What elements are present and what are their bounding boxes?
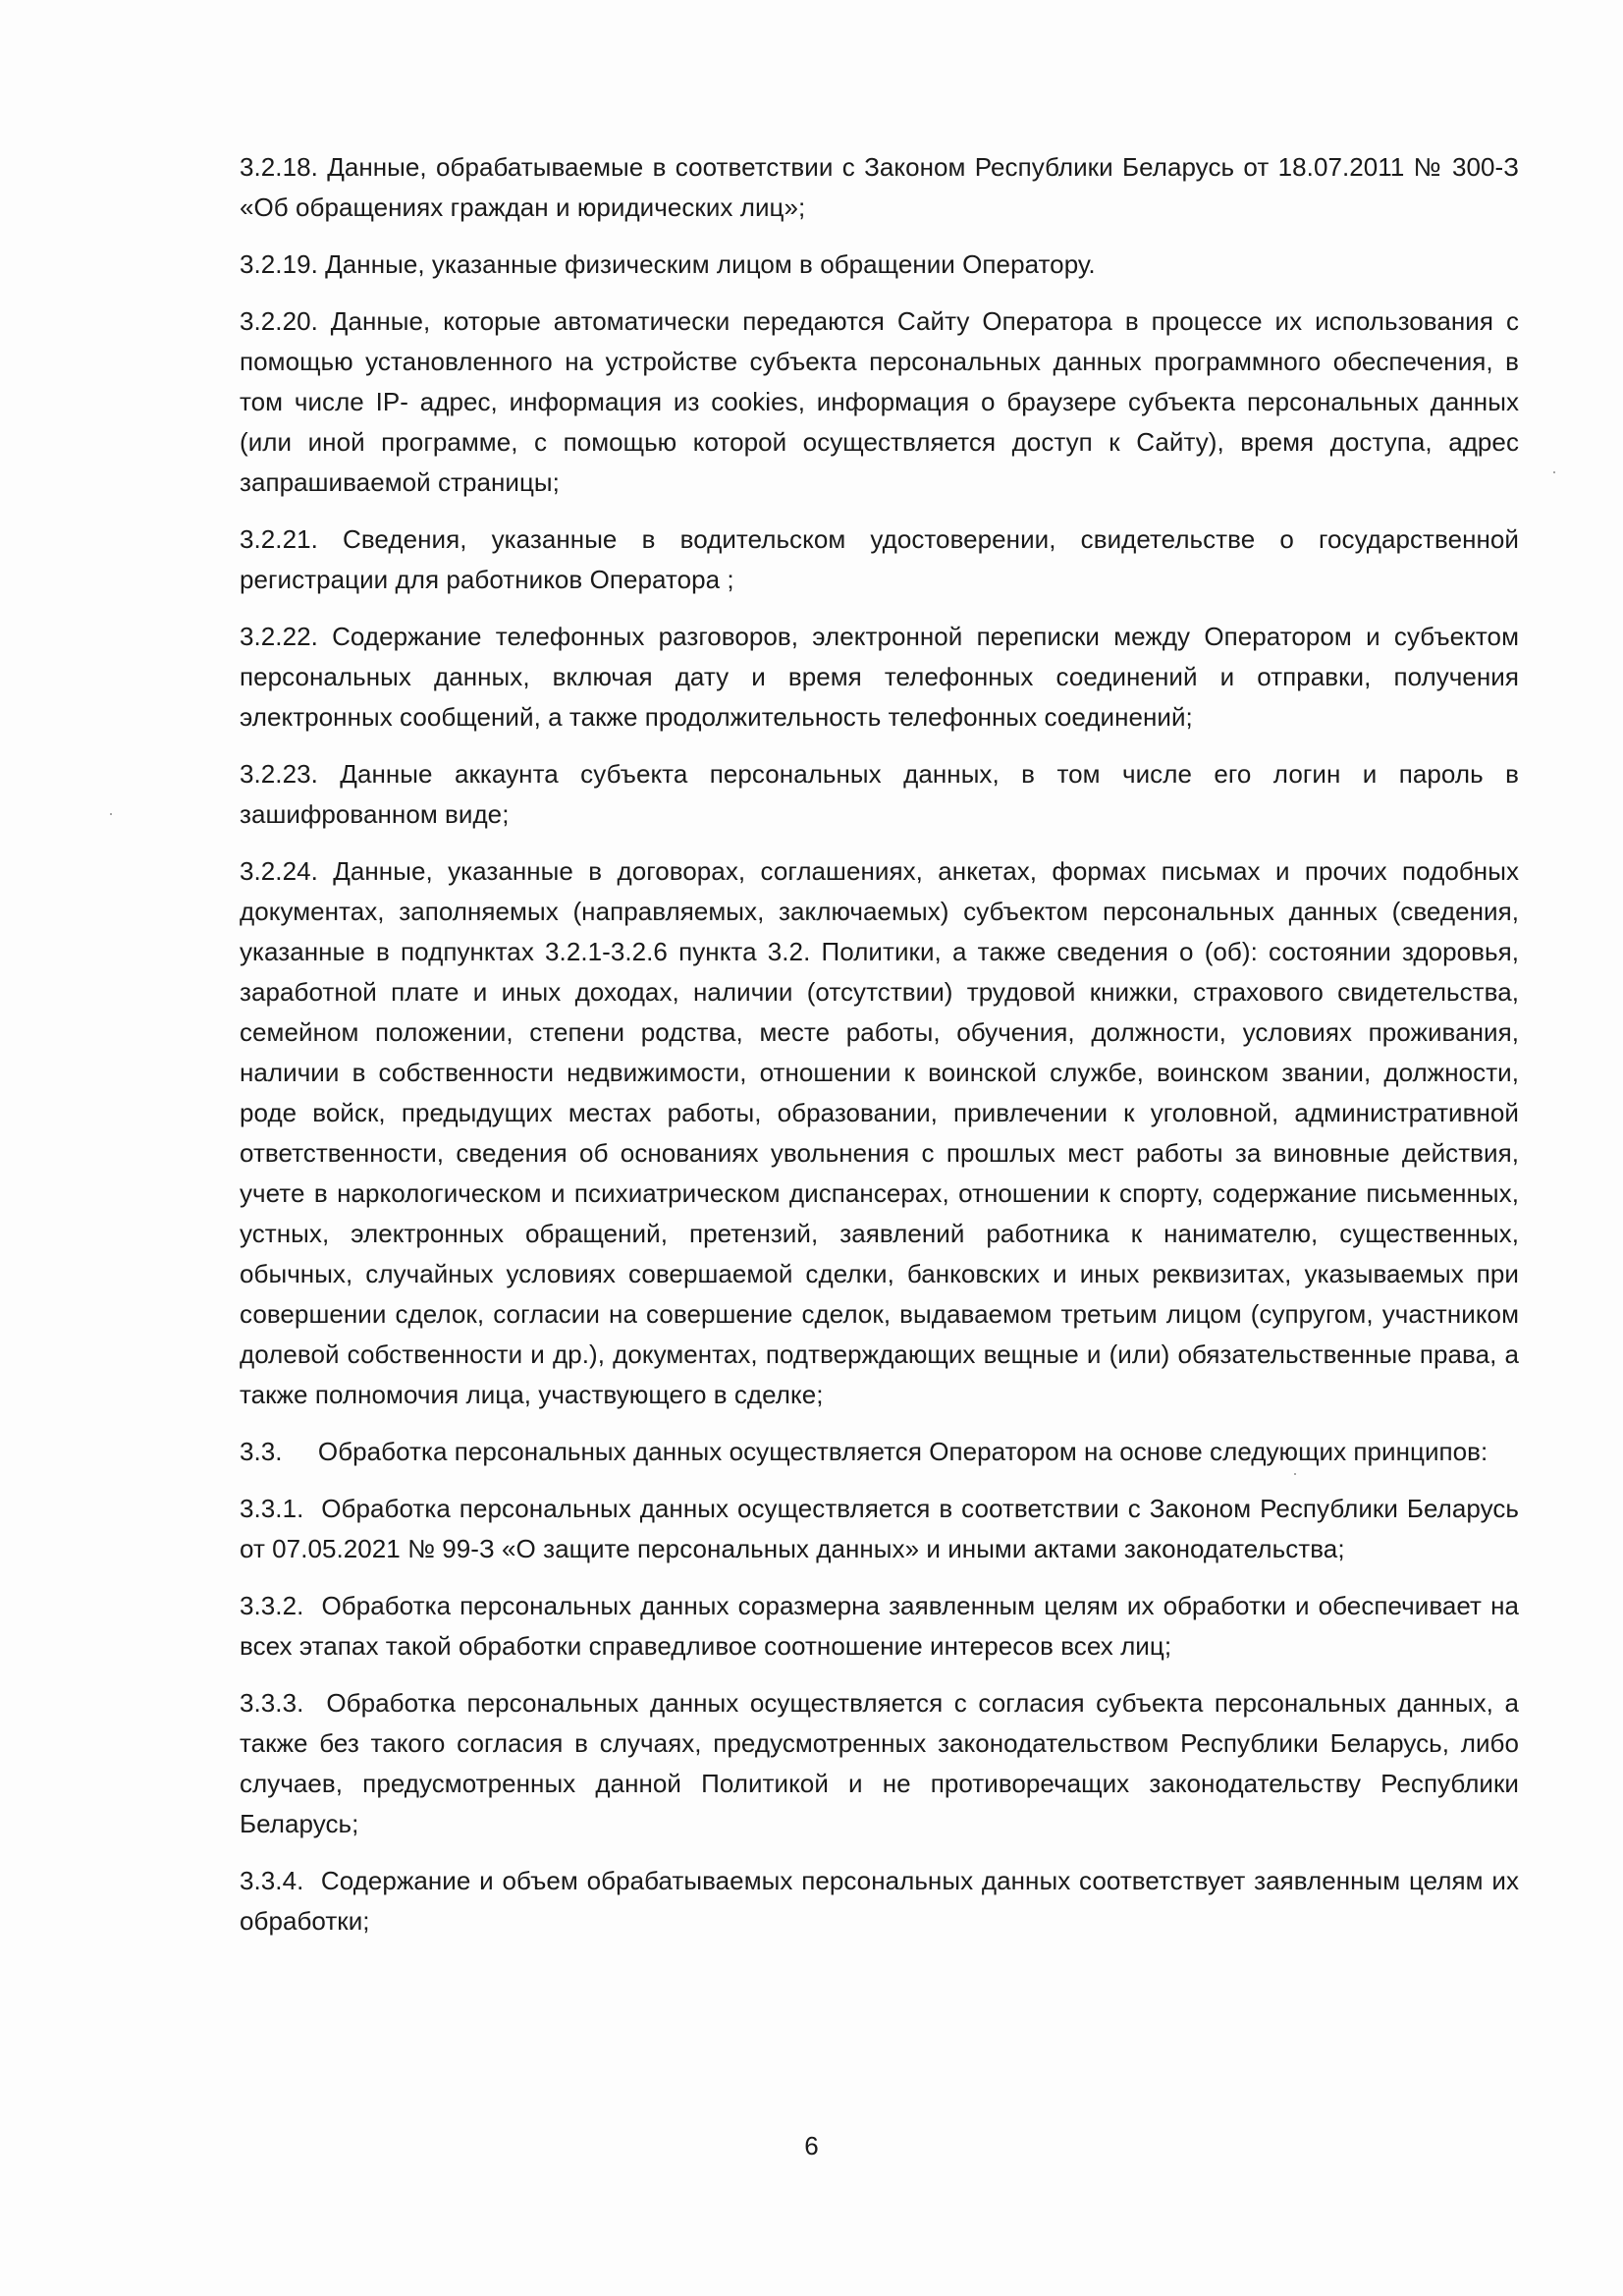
- paragraph-3-2-23: 3.2.23. Данные аккаунта субъекта персональных данных, в том числе его логин и пароль в зашифрованном виде;: [240, 759, 1519, 829]
- document-body: [240, 147, 1527, 1958]
- paragraph-3-2-18: 3.2.18. Данные, обрабатываемые в соответствии с Законом Республики Беларусь от 18.07.2011 № 300-З «Об обращениях граждан и юридических лиц»;: [240, 152, 1519, 222]
- paragraph-3-3-1: 3.3.1. Обработка персональных данных осуществляется в соответствии с Законом Республики Беларусь от 07.05.2021 № 99-З «О защите персональных данных» и иными актами законодательства;: [240, 1494, 1527, 1563]
- scan-speck: [110, 813, 112, 815]
- paragraph-3-2-24: 3.2.24. Данные, указанные в договорах, соглашениях, анкетах, формах письмах и прочих подобных документах, заполняемых (направляемых, заключаемых) субъектом персональных данных (сведения, указанные в подпунктах 3.2.1-3.2.6 пункта 3.2. Политики, а также сведения о (об): состоянии здоровья, заработной плате и иных доходах, наличии (отсутствии) трудовой книжки, страхового свидетельства, семейном положении, степени родства, месте работы, обучения, должности, условиях проживания, наличии в собственности недвижимости, отношении к воинской службе, воинском звании, должности, роде войск, предыдущих местах работы, образовании, привлечении к уголовной, административной ответственности, сведения об основаниях увольнения с прошлых мест работы за виновные действия, учете в наркологическом и психиатрическом диспансерах, отношении к спорту, содержание письменных, устных, электронных обращений, претензий, заявлений работника к нанимателю, существенных, обычных, случайных условиях совершаемой сделки, банковских и иных реквизитах, указываемых при совершении сделок, согласии на совершение сделок, выдаваемом третьим лицом (супругом, участником долевой собственности и др.), документах, подтверждающих вещные и (или) обязательственные права, а также полномочия лица, участвующего в сделке;: [240, 856, 1519, 1409]
- paragraph-3-3: 3.3. Обработка персональных данных осуществляется Оператором на основе следующих принципов:: [240, 1437, 1488, 1466]
- paragraph-3-2-21: 3.2.21. Сведения, указанные в водительском удостоверении, свидетельстве о государственной регистрации для работников Оператора ;: [240, 524, 1519, 594]
- scan-speck: [1294, 1473, 1296, 1475]
- paragraph-3-2-20: 3.2.20. Данные, которые автоматически передаются Сайту Оператора в процессе их использования с помощью установленного на устройстве субъекта персональных данных программного обеспечения, в том числе IP- адрес, информация из cookies, информация о браузере субъекта персональных данных (или иной программе, с помощью которой осуществляется доступ к Сайту), время доступа, адрес запрашиваемой страницы;: [240, 306, 1519, 497]
- paragraph-3-3-3: 3.3.3. Обработка персональных данных осуществляется с согласия субъекта персональных данных, а также без такого согласия в случаях, предусмотренных законодательством Республики Беларусь, либо случаев, предусмотренных данной Политикой и не противоречащих законодательству Республики Беларусь;: [240, 1688, 1527, 1838]
- paragraph-3-3-2: 3.3.2. Обработка персональных данных соразмерна заявленным целям их обработки и обеспечивает на всех этапах такой обработки справедливое соотношение интересов всех лиц;: [240, 1591, 1527, 1661]
- page-number: 6: [804, 2131, 819, 2160]
- paragraph-3-3-4: 3.3.4. Содержание и объем обрабатываемых персональных данных соответствует заявленным целям их обработки;: [240, 1866, 1527, 1936]
- paragraph-3-2-19: 3.2.19. Данные, указанные физическим лицом в обращении Оператору.: [240, 249, 1096, 279]
- scan-speck: [1553, 471, 1555, 473]
- paragraph-3-2-22: 3.2.22. Содержание телефонных разговоров, электронной переписки между Оператором и субъектом персональных данных, включая дату и время телефонных соединений и отправки, получения электронных сообщений, а также продолжительность телефонных соединений;: [240, 622, 1519, 732]
